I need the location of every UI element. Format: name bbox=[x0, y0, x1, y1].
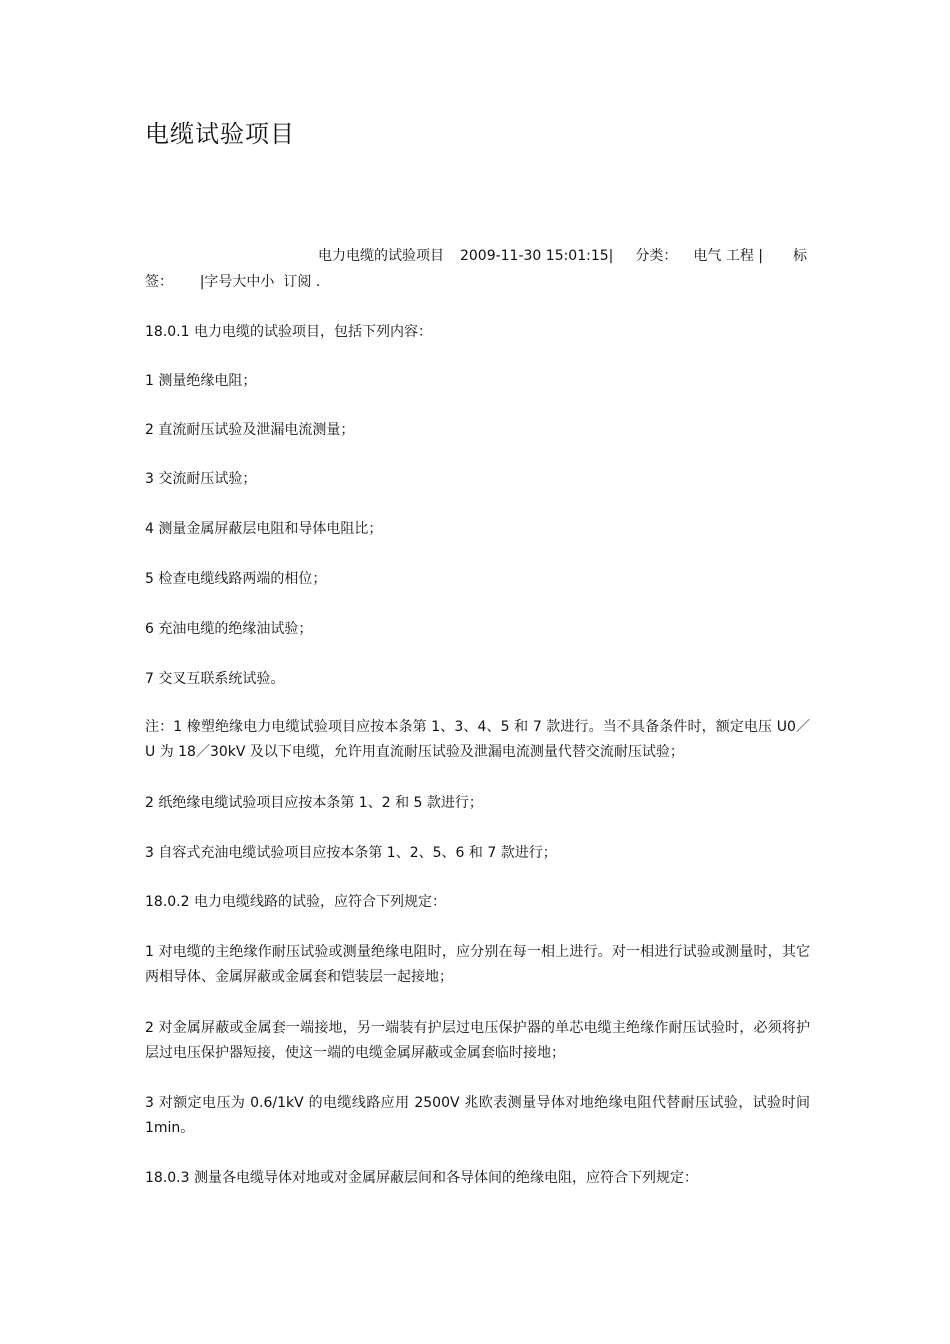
meta-tags-label-start: 标 bbox=[793, 248, 807, 264]
list-item: 1 对电缆的主绝缘作耐压试验或测量绝缘电阻时，应分别在每一相上进行。对一相进行试验或测量时，其它两相导体、金属屏蔽或金属套和铠装层一起接地； bbox=[145, 944, 810, 985]
paragraph: 18.0.3 测量各电缆导体对地或对金属屏蔽层间和各导体间的绝缘电阻，应符合下列规定： bbox=[145, 1170, 698, 1186]
list-item: 1 测量绝缘电阻； bbox=[145, 373, 257, 389]
list-item: 3 对额定电压为 0.6/1kV 的电缆线路应用 2500V 兆欧表测量导体对地绝缘电阻代替耐压试验，试验时间 1min。 bbox=[145, 1095, 810, 1136]
note-paragraph: 注：1 橡塑绝缘电力电缆试验项目应按本条第 1、3、4、5 和 7 款进行。当不具备条件时，额定电压 U0／U 为 18／30kV 及以下电缆，允许用直流耐压试验及泄漏电流测量代替交流耐压试验； bbox=[145, 719, 810, 760]
list-item: 4 测量金属屏蔽层电阻和导体电阻比； bbox=[145, 521, 383, 537]
list-item: 2 对金属屏蔽或金属套一端接地，另一端装有护层过电压保护器的单芯电缆主绝缘作耐压试验时，必须将护层过电压保护器短接，使这一端的电缆金属屏蔽或金属套临时接地； bbox=[145, 1020, 810, 1061]
list-item: 2 直流耐压试验及泄漏电流测量； bbox=[145, 422, 355, 438]
note-item: 2 纸绝缘电缆试验项目应按本条第 1、2 和 5 款进行； bbox=[145, 795, 483, 811]
note-item: 3 自容式充油电缆试验项目应按本条第 1、2、5、6 和 7 款进行； bbox=[145, 845, 557, 861]
paragraph: 18.0.1 电力电缆的试验项目，包括下列内容： bbox=[145, 324, 432, 340]
list-item: 5 检查电缆线路两端的相位； bbox=[145, 571, 327, 587]
list-item: 7 交叉互联系统试验。 bbox=[145, 671, 285, 687]
meta-datetime: 2009-11-30 15:01:15| bbox=[459, 248, 614, 264]
meta-category-label: 分类： bbox=[635, 248, 678, 264]
paragraph: 18.0.2 电力电缆线路的试验，应符合下列规定： bbox=[145, 894, 446, 910]
meta-tags-label-end: 签： bbox=[145, 274, 173, 290]
article-meta bbox=[145, 243, 807, 295]
meta-subject: 电力电缆的试验项目 bbox=[317, 248, 444, 264]
font-size-switcher[interactable]: |字号大中小 bbox=[199, 274, 275, 290]
document-title: 电缆试验项目 bbox=[145, 120, 295, 148]
list-item: 6 充油电缆的绝缘油试验； bbox=[145, 621, 313, 637]
meta-line-1 bbox=[145, 243, 807, 269]
meta-line-2 bbox=[145, 269, 807, 295]
meta-category-link[interactable]: 电气 工程 | bbox=[693, 248, 763, 264]
list-item: 3 交流耐压试验； bbox=[145, 471, 257, 487]
subscribe-link[interactable]: 订阅 . bbox=[283, 274, 321, 290]
